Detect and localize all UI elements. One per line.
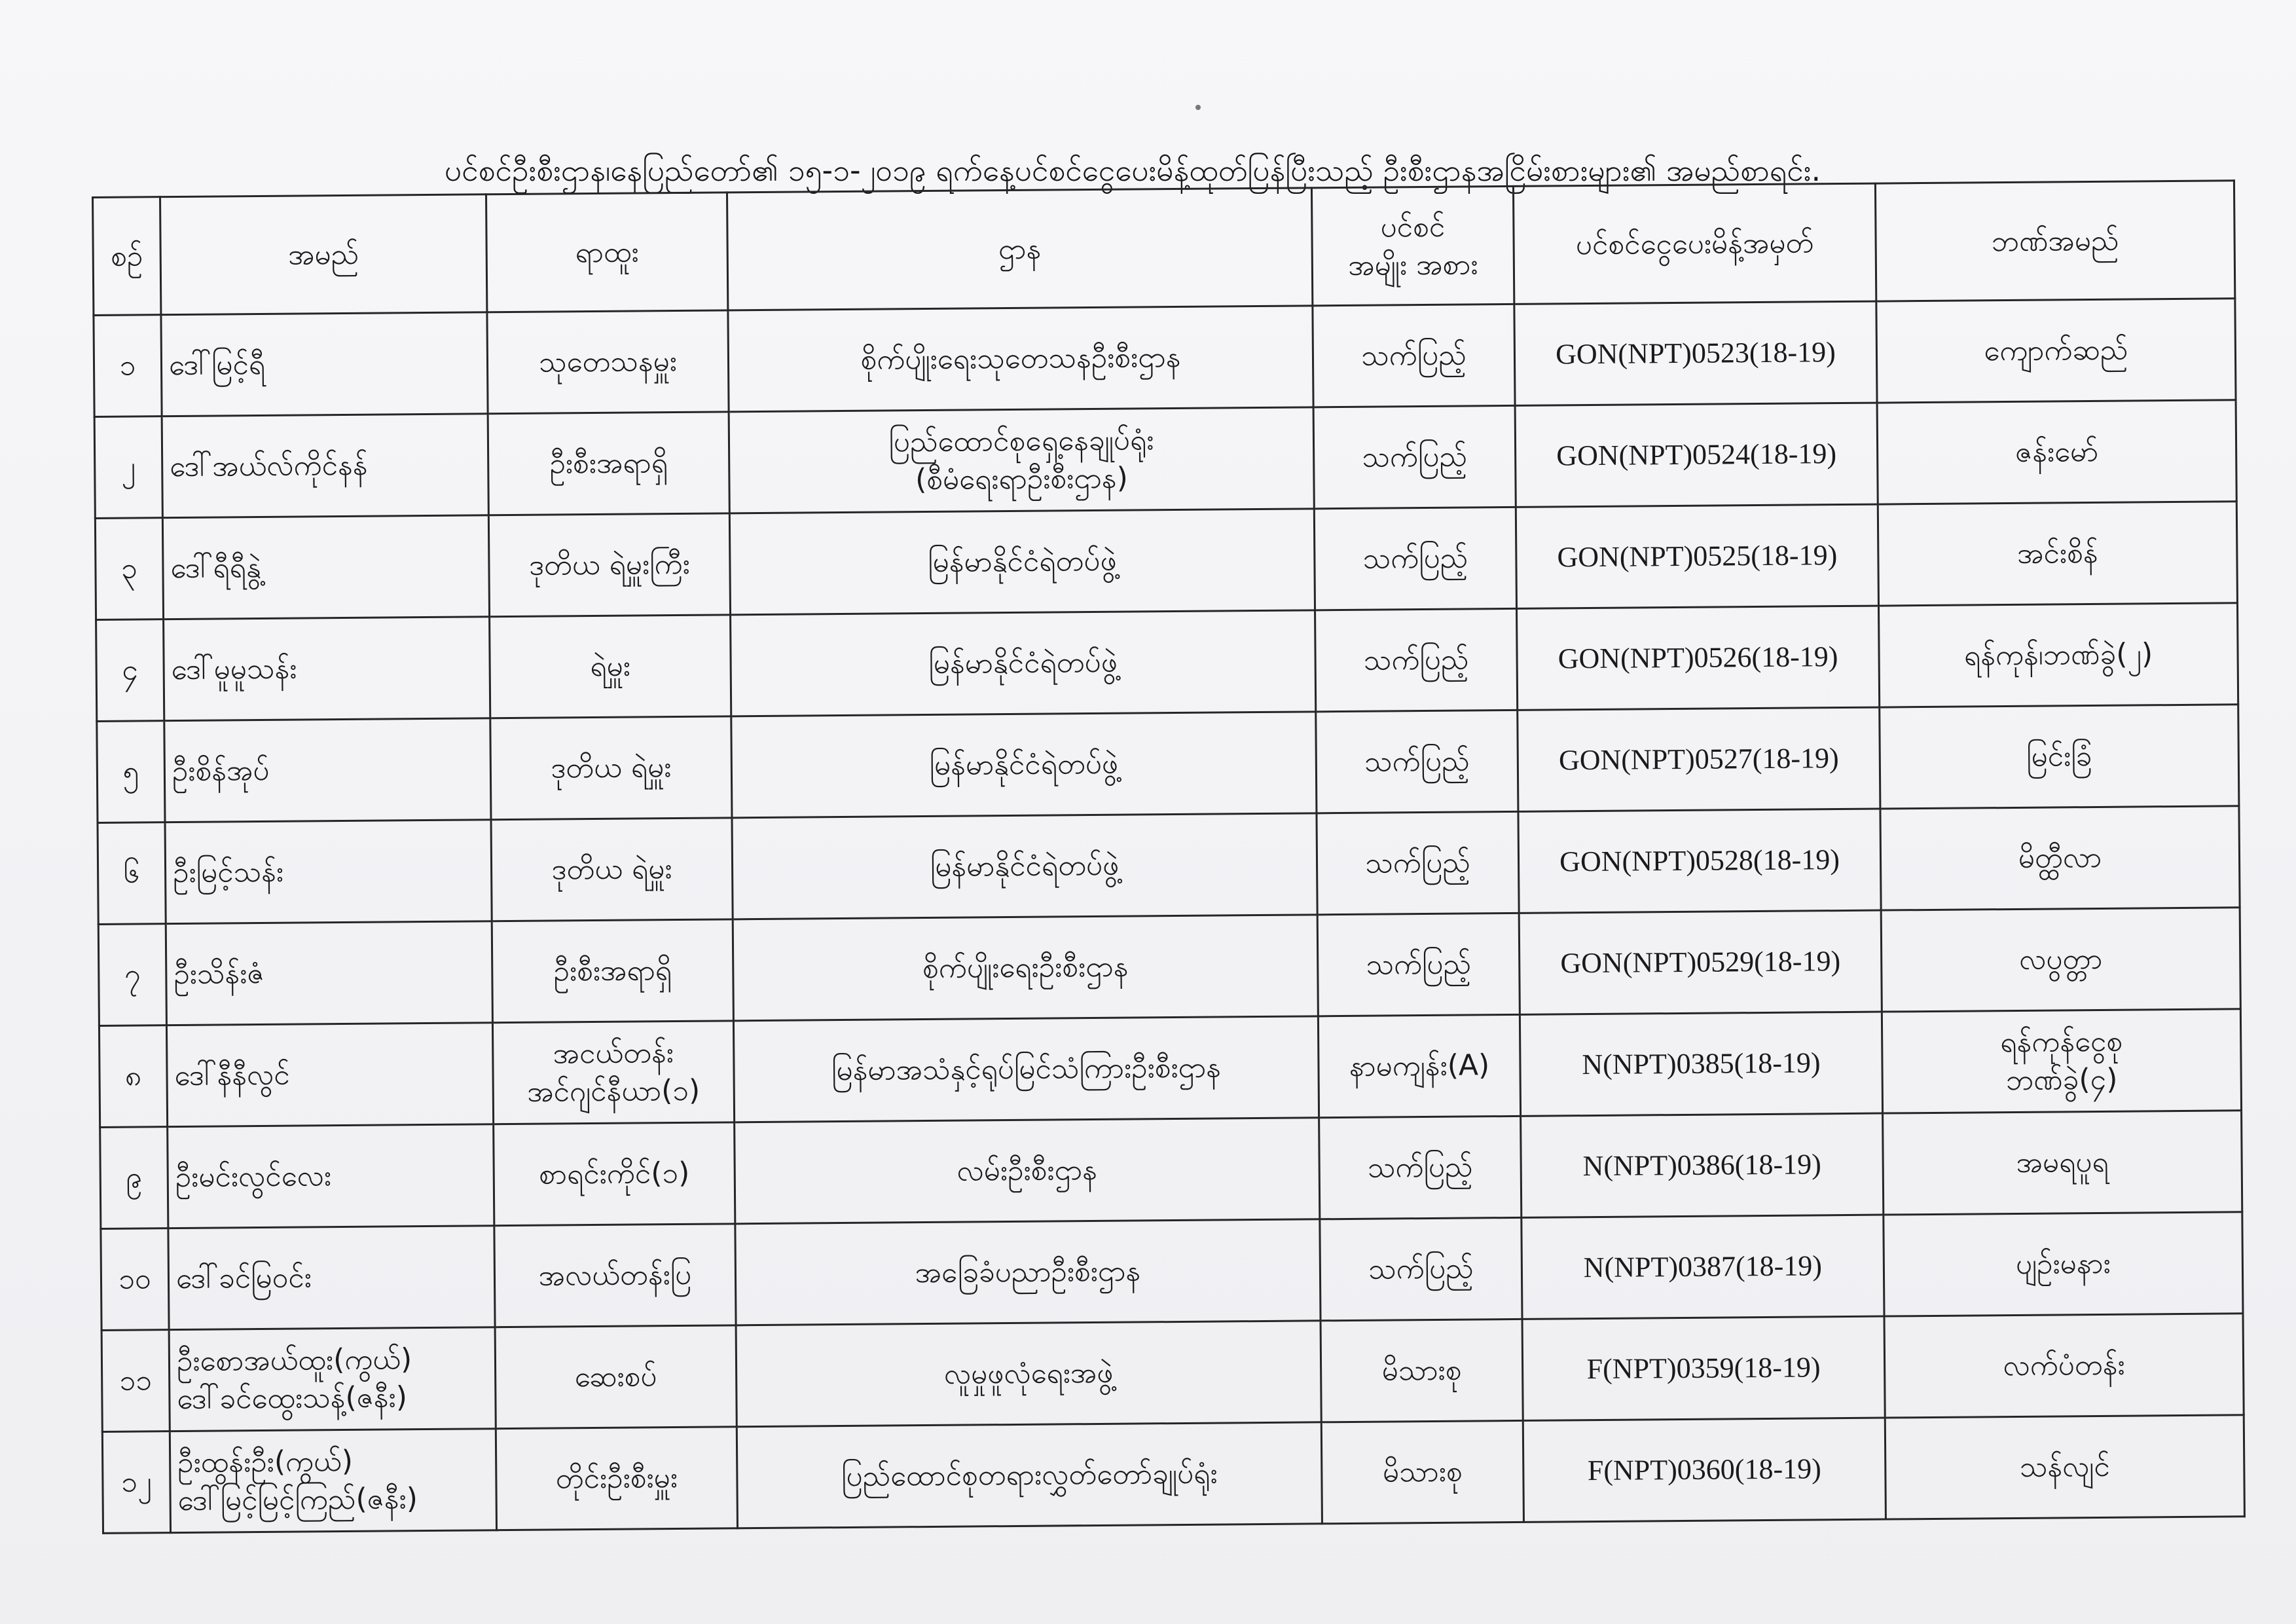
cell-department-line1: စိုက်ပျိုးရေးဦးစီးဌာန xyxy=(922,950,1129,986)
cell-department xyxy=(736,1321,1321,1427)
cell-license-no xyxy=(1519,910,1882,1014)
cell-pension-type xyxy=(1315,608,1518,711)
cell-name-line1: ဒေါ်မူမူသန်း xyxy=(171,652,297,687)
cell-rank xyxy=(491,818,733,921)
cell-rank xyxy=(488,412,729,515)
cell-department xyxy=(729,407,1314,513)
cell-license-no-line1: GON(NPT)0526(18-19) xyxy=(1558,640,1838,675)
cell-pension-type-line1: မိသားစု xyxy=(1381,1353,1462,1388)
cell-department xyxy=(729,509,1315,615)
cell-rank xyxy=(494,1122,735,1226)
cell-rank-line1: ဦးစီးအရာရှိ xyxy=(549,446,668,481)
header-no: စဉ် xyxy=(93,197,161,316)
cell-pay-office-line1: ကျောက်ဆည် xyxy=(1984,333,2128,368)
cell-name xyxy=(166,921,492,1025)
cell-name xyxy=(164,617,490,721)
header-pension-type xyxy=(1311,186,1514,305)
cell-license-no-line1: N(NPT)0386(18-19) xyxy=(1582,1148,1821,1183)
cell-license-no-line1: GON(NPT)0527(18-19) xyxy=(1558,742,1839,777)
cell-department-line1: မြန်မာအသံနှင့်ရုပ်မြင်သံကြားဦးစီးဌာန xyxy=(831,1050,1222,1088)
cell-rank xyxy=(490,615,731,718)
cell-pay-office-line1: အမရပူရ xyxy=(2016,1145,2109,1179)
cell-no-line1: ၅ xyxy=(122,754,139,788)
cell-pension-type xyxy=(1313,405,1516,508)
cell-no-line1: ၂ xyxy=(121,450,136,484)
cell-department xyxy=(728,306,1313,412)
cell-name-line2: ဒေါ်ခင်ထွေးသန့်(ဇနီး) xyxy=(177,1380,408,1416)
cell-department xyxy=(735,1219,1321,1325)
cell-pay-office-line1: မိတ္ထီလာ xyxy=(2018,840,2102,875)
cell-pension-type xyxy=(1313,304,1515,407)
cell-no xyxy=(101,1228,169,1331)
cell-name-line1: ဦးစောအယ်ထူး(ကွယ်) xyxy=(176,1342,412,1378)
cell-department-line1: လူမှုဖူလုံရေးအဖွဲ့ xyxy=(943,1356,1114,1391)
cell-no-line1: ၁၂ xyxy=(121,1465,152,1499)
table-row xyxy=(95,502,2237,620)
cell-pay-office-line1: ဇန်းမော် xyxy=(2014,434,2099,469)
cell-rank xyxy=(494,1224,736,1327)
cell-rank-line1: အငယ်တန်း xyxy=(553,1036,674,1071)
cell-name-line1: ဦးမြင့်သန်း xyxy=(172,855,284,890)
cell-name xyxy=(165,820,492,924)
table-row xyxy=(96,603,2238,722)
cell-pension-type-line1: သက်ပြည့် xyxy=(1364,744,1470,779)
cell-pension-type xyxy=(1317,913,1520,1016)
cell-license-no-line1: F(NPT)0360(18-19) xyxy=(1587,1452,1821,1487)
cell-rank xyxy=(496,1427,737,1530)
cell-license-no xyxy=(1522,1316,1885,1420)
cell-pension-type xyxy=(1317,811,1519,914)
cell-name xyxy=(170,1429,496,1533)
cell-name-line1: ဒေါ်ခင်မြဝင်း xyxy=(175,1261,312,1296)
table-header-row xyxy=(93,181,2235,316)
header-pension-type-line2: အမျိုး အစား xyxy=(1347,247,1478,282)
cell-license-no xyxy=(1522,1215,1884,1319)
cell-pay-office xyxy=(1880,705,2239,809)
cell-license-no-line1: F(NPT)0359(18-19) xyxy=(1586,1351,1821,1386)
cell-license-no xyxy=(1517,606,1880,710)
cell-department xyxy=(733,915,1318,1021)
cell-pension-type xyxy=(1316,710,1518,813)
cell-department-line1: ပြည်ထောင်စုရှေ့နေချုပ်ရုံး xyxy=(888,423,1154,459)
cell-department xyxy=(735,1118,1320,1224)
cell-pension-type xyxy=(1319,1116,1522,1219)
cell-name-line1: ဒေါ်မြင့်ရီ xyxy=(168,347,266,382)
cell-rank xyxy=(492,919,733,1023)
cell-pension-type xyxy=(1321,1319,1523,1422)
cell-department xyxy=(731,712,1317,818)
cell-department-line1: အခြေခံပညာဦးစီးဌာန xyxy=(915,1254,1141,1290)
cell-rank-line1: ဒုတိယ ရဲမှူး xyxy=(551,852,672,887)
cell-license-no xyxy=(1520,1012,1882,1116)
cell-license-no xyxy=(1518,809,1881,913)
paper-speck xyxy=(1195,105,1201,110)
cell-name-line1: ဦးထွန်းဦး(ကွယ်) xyxy=(177,1444,354,1480)
table-row xyxy=(99,1009,2241,1128)
header-pension-type-line1: ပင်စင် xyxy=(1380,210,1446,244)
table-row xyxy=(101,1212,2243,1331)
table-row xyxy=(100,1111,2242,1229)
cell-rank-line1: အလယ်တန်းပြ xyxy=(538,1257,692,1293)
cell-no-line1: ၈ xyxy=(124,1059,142,1093)
cell-license-no-line1: GON(NPT)0528(18-19) xyxy=(1559,843,1840,878)
cell-rank xyxy=(495,1325,737,1429)
cell-pay-office xyxy=(1877,400,2236,504)
cell-no-line1: ၆ xyxy=(123,856,140,890)
cell-rank-line1: တိုင်းဦးစီးမှူး xyxy=(555,1461,678,1496)
cell-rank-line1: ဆေးစပ် xyxy=(574,1359,657,1394)
cell-pay-office-line1: ရန်ကုန်၊ဘဏ်ခွဲ(၂) xyxy=(1963,637,2153,673)
cell-name-line1: ဒေါ်နီနီလွင် xyxy=(174,1058,290,1093)
cell-pension-type-line1: သက်ပြည့် xyxy=(1362,541,1468,576)
cell-pension-type xyxy=(1318,1014,1520,1117)
cell-no xyxy=(100,1127,168,1229)
cell-license-no xyxy=(1514,301,1877,405)
table-row xyxy=(98,806,2240,925)
cell-license-no xyxy=(1523,1418,1886,1522)
cell-pay-office xyxy=(1880,806,2240,910)
cell-license-no xyxy=(1521,1113,1884,1217)
cell-name xyxy=(162,414,488,518)
cell-no xyxy=(101,1330,170,1432)
cell-pay-office-line1: အင်းစိန် xyxy=(2016,536,2098,570)
cell-no-line1: ၇ xyxy=(124,957,141,991)
cell-pay-office xyxy=(1882,1009,2241,1113)
cell-no xyxy=(94,416,162,519)
header-pay-office: ဘဏ်အမည် xyxy=(1875,181,2234,301)
table-row xyxy=(98,908,2240,1026)
cell-no xyxy=(98,822,166,925)
cell-name xyxy=(162,515,489,619)
cell-pension-type xyxy=(1320,1217,1522,1320)
cell-rank-line1: ဦးစီးအရာရှိ xyxy=(553,953,672,988)
cell-rank xyxy=(492,1021,734,1124)
cell-license-no-line1: GON(NPT)0529(18-19) xyxy=(1560,945,1841,980)
cell-no-line1: ၃ xyxy=(120,551,138,585)
cell-pay-office-line1: သန်လျင် xyxy=(2019,1449,2110,1484)
cell-pension-type-line1: သက်ပြည့် xyxy=(1365,845,1471,880)
cell-rank-line1: ဒုတိယ ရဲမှူးကြီး xyxy=(528,547,690,582)
cell-pension-type-line1: နာမကျန်း(A) xyxy=(1349,1048,1490,1083)
cell-no xyxy=(99,1025,167,1128)
cell-department-line2: (စီမံရေးရာဦးစီးဌာန) xyxy=(915,461,1128,497)
cell-no-line1: ၁၁ xyxy=(119,1363,153,1397)
header-rank: ရာထူး xyxy=(486,193,727,312)
cell-pension-type xyxy=(1314,507,1516,610)
cell-department-line1: မြန်မာနိုင်ငံရဲတပ်ဖွဲ့ xyxy=(928,544,1117,579)
table-row xyxy=(101,1314,2244,1432)
cell-department xyxy=(732,813,1317,919)
cell-name-line1: ဦးမင်းလွင်လေး xyxy=(175,1159,332,1194)
header-license-no: ပင်စင်ငွေပေးမိန့်အမှတ် xyxy=(1513,183,1876,304)
cell-license-no xyxy=(1518,707,1880,811)
table-body xyxy=(94,299,2245,1534)
cell-no xyxy=(97,721,165,823)
cell-pay-office-line1: ပျဉ်းမနား xyxy=(2015,1246,2111,1281)
table-row xyxy=(94,400,2236,519)
cell-name-line1: ဦးစိန်အုပ် xyxy=(172,753,270,788)
cell-pension-type xyxy=(1321,1420,1523,1523)
cell-license-no-line1: GON(NPT)0524(18-19) xyxy=(1556,437,1837,472)
cell-pay-office-line1: မြင်းခြံ xyxy=(2026,739,2092,773)
cell-no-line1: ၁ xyxy=(119,348,136,382)
cell-department xyxy=(733,1016,1319,1122)
cell-department-line1: မြန်မာနိုင်ငံရဲတပ်ဖွဲ့ xyxy=(928,645,1118,680)
cell-rank xyxy=(487,310,729,414)
cell-department-line1: စိုက်ပျိုးရေးသုတေသနဦးစီးဌာန xyxy=(860,340,1181,377)
header-name: အမည် xyxy=(160,194,487,315)
cell-name-line1: ဦးသိန်းဇံ xyxy=(173,956,264,991)
cell-pension-type-line1: သက်ပြည့် xyxy=(1363,642,1469,677)
cell-license-no-line1: GON(NPT)0525(18-19) xyxy=(1557,539,1838,574)
cell-department xyxy=(737,1422,1322,1528)
table-row xyxy=(94,299,2236,417)
cell-pay-office xyxy=(1878,502,2237,606)
cell-department xyxy=(731,610,1316,716)
document-title: ပင်စင်ဦးစီးဌာန၊နေပြည်တော်၏ ၁၅-၁-၂၀၁၉ ရက်နေ့ပင်စင်ငွေပေးမိန့်ထုတ်ပြန်ပြီးသည့် ဦးစီးဌာနအငြိမ်းစားများ၏ အမည်စာရင်း. xyxy=(444,153,1821,188)
table-row xyxy=(102,1415,2244,1534)
cell-name-line1: ဒေါ်အယ်လ်ကိုင်နန် xyxy=(170,448,368,484)
cell-no xyxy=(102,1431,170,1534)
cell-no xyxy=(96,619,164,722)
cell-name-line2: ဒေါ်မြင့်မြင့်ကြည်(ဇနီး) xyxy=(177,1482,418,1518)
cell-pension-type-line1: သက်ပြည့် xyxy=(1368,1251,1474,1286)
cell-license-no-line1: GON(NPT)0523(18-19) xyxy=(1555,336,1836,371)
cell-name xyxy=(166,1023,493,1127)
cell-name xyxy=(168,1124,494,1228)
cell-no-line1: ၉ xyxy=(126,1160,143,1194)
cell-pension-type-line1: သက်ပြည့် xyxy=(1360,338,1467,373)
cell-pension-type-line1: သက်ပြည့် xyxy=(1366,947,1472,982)
cell-rank-line1: စာရင်းကိုင်(၁) xyxy=(538,1156,690,1191)
cell-department-line1: မြန်မာနိုင်ငံရဲတပ်ဖွဲ့ xyxy=(930,848,1120,883)
cell-pay-office xyxy=(1878,603,2238,707)
cell-pay-office xyxy=(1881,908,2240,1012)
cell-name xyxy=(161,312,488,416)
cell-pay-office xyxy=(1876,299,2236,403)
cell-rank-line2: အင်ဂျင်နီယာ(၁) xyxy=(527,1073,701,1109)
cell-name xyxy=(164,718,491,822)
cell-license-no xyxy=(1515,403,1878,507)
cell-department-line1: ပြည်ထောင်စုတရားလွှတ်တော်ချုပ်ရုံး xyxy=(841,1456,1218,1494)
cell-department-line1: မြန်မာနိုင်ငံရဲတပ်ဖွဲ့ xyxy=(929,747,1119,782)
cell-pay-office xyxy=(1883,1111,2242,1215)
cell-rank-line1: သုတေသနမှူး xyxy=(538,344,678,379)
header-department: ဌာန xyxy=(727,188,1312,310)
cell-no xyxy=(98,924,166,1026)
pension-list-table xyxy=(92,179,2246,1534)
cell-pay-office-line2: ဘဏ်ခွဲ(၄) xyxy=(2005,1062,2118,1098)
cell-no xyxy=(94,315,162,417)
cell-pay-office xyxy=(1885,1415,2244,1519)
cell-no-line1: ၄ xyxy=(122,653,139,687)
cell-license-no-line1: N(NPT)0387(18-19) xyxy=(1583,1249,1823,1284)
cell-no-line1: ၁၀ xyxy=(118,1262,151,1296)
cell-no xyxy=(95,518,163,620)
cell-rank-line1: ဒုတိယ ရဲမှူး xyxy=(551,750,672,785)
cell-rank xyxy=(490,716,732,820)
cell-license-no-line1: N(NPT)0385(18-19) xyxy=(1582,1046,1821,1081)
cell-name xyxy=(168,1226,495,1330)
cell-pay-office-line1: လက်ပံတန်း xyxy=(2003,1348,2125,1383)
cell-pay-office-line1: ရန်ကုန်ငွေစု xyxy=(2000,1024,2123,1060)
cell-pension-type-line1: မိသားစု xyxy=(1382,1454,1463,1489)
cell-department-line1: လမ်းဦးစီးဌာန xyxy=(957,1153,1098,1188)
cell-license-no xyxy=(1516,504,1878,608)
table-row xyxy=(97,705,2239,823)
cell-pay-office xyxy=(1884,1212,2243,1316)
cell-pension-type-line1: သက်ပြည့် xyxy=(1362,439,1468,474)
cell-name xyxy=(169,1327,496,1431)
cell-pay-office-line1: လပွတ္တာ xyxy=(2018,942,2103,976)
cell-pay-office xyxy=(1884,1314,2244,1418)
cell-rank xyxy=(488,513,730,617)
cell-pension-type-line1: သက်ပြည့် xyxy=(1367,1150,1473,1185)
cell-rank-line1: ရဲမှူး xyxy=(590,649,631,684)
cell-name-line1: ဒေါ်ရီရီနွဲ့ xyxy=(170,550,261,585)
